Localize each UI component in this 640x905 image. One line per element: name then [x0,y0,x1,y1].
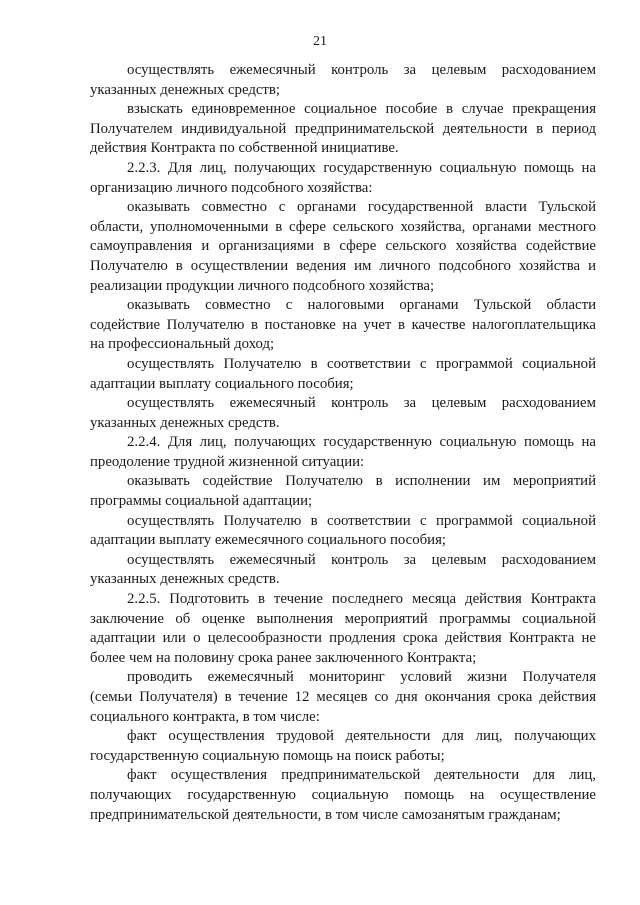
paragraph-line: адаптации выплату ежемесячного социального пособия; [90,532,446,549]
paragraph-line: оказывать совместно с органами государственной власти Тульской [127,199,596,216]
paragraph [90,100,596,159]
document-body [90,61,596,825]
paragraph-line: государственную социальную помощь на поиск работы; [90,747,445,764]
paragraph-line: реализации продукции личного подсобного хозяйства; [90,277,435,294]
paragraph-line: действия Контракта по собственной инициативе. [90,140,399,157]
paragraph-line: самоуправления и организациями в сфере сельского хозяйства содействие [90,238,596,255]
paragraph [90,472,596,511]
paragraph-line: осуществлять ежемесячный контроль за целевым расходованием [127,62,596,78]
paragraph-line: адаптации или о целесообразности продления срока действия Контракта не [90,630,596,647]
paragraph-line: 2.2.5. Подготовить в течение последнего месяца действия Контракта [127,591,596,608]
paragraph [90,727,596,766]
paragraph-line: на профессиональный доход; [90,336,275,353]
paragraph-line: Получателю в осуществлении ведения им личного подсобного хозяйства и [90,257,596,274]
paragraph-line: взыскать единовременное социальное пособие в случае прекращения [127,101,596,118]
paragraph [90,61,596,100]
paragraph-line: получающих государственную социальную помощь на осуществление [90,786,596,803]
paragraph-line: 2.2.3. Для лиц, получающих государственную социальную помощь на [127,159,596,176]
paragraph [90,394,596,433]
paragraph-line: факт осуществления предпринимательской деятельности для лиц, [127,767,596,784]
paragraph-line: адаптации выплату социального пособия; [90,375,354,392]
paragraph [90,355,596,394]
paragraph-line: содействие Получателю в постановке на учет в качестве налогоплательщика [90,316,596,333]
paragraph-line: 2.2.4. Для лиц, получающих государственную социальную помощь на [127,434,596,451]
paragraph [90,512,596,551]
paragraph-line: оказывать содействие Получателю в исполнении им мероприятий [127,473,596,490]
paragraph [90,590,596,668]
paragraph [90,159,596,198]
paragraph [90,433,596,472]
paragraph [90,198,596,296]
paragraph [90,551,596,590]
paragraph-line: области, уполномоченными в сфере сельского хозяйства, органами местного [90,218,596,235]
paragraph-line: организацию личного подсобного хозяйства: [90,179,373,196]
paragraph [90,668,596,727]
paragraph-line: осуществлять Получателю в соответствии с программой социальной [127,355,596,372]
paragraph-line: указанных денежных средств. [90,571,280,588]
paragraph-line: осуществлять Получателю в соответствии с программой социальной [127,512,596,529]
paragraph-line: более чем на половину срока ранее заключенного Контракта; [90,649,477,666]
paragraph-line: проводить ежемесячный мониторинг условий жизни Получателя [127,669,596,686]
paragraph-line: программы социальной адаптации; [90,493,313,510]
paragraph-line: преодоление трудной жизненной ситуации: [90,453,365,470]
paragraph-line: факт осуществления трудовой деятельности для лиц, получающих [127,728,596,745]
paragraph-line: (семьи Получателя) в течение 12 месяцев со дня окончания срока действия [90,689,596,705]
paragraph [90,766,596,825]
paragraph [90,296,596,355]
paragraph-line: заключение об оценке выполнения мероприятий программы социальной [90,610,596,627]
paragraph-line: оказывать совместно с налоговыми органами Тульской области [127,297,596,314]
paragraph-line: осуществлять ежемесячный контроль за целевым расходованием [127,551,596,568]
paragraph-line: осуществлять ежемесячный контроль за целевым расходованием [127,395,596,412]
paragraph-line: предпринимательской деятельности, в том числе самозанятым гражданам; [90,806,561,823]
paragraph-line: Получателем индивидуальной предпринимательской деятельности в период [90,120,596,137]
page-number: 21 [313,34,327,49]
paragraph-line: указанных денежных средств. [90,414,280,431]
paragraph-line: указанных денежных средств; [90,81,280,98]
paragraph-line: социального контракта, в том числе: [90,708,320,725]
